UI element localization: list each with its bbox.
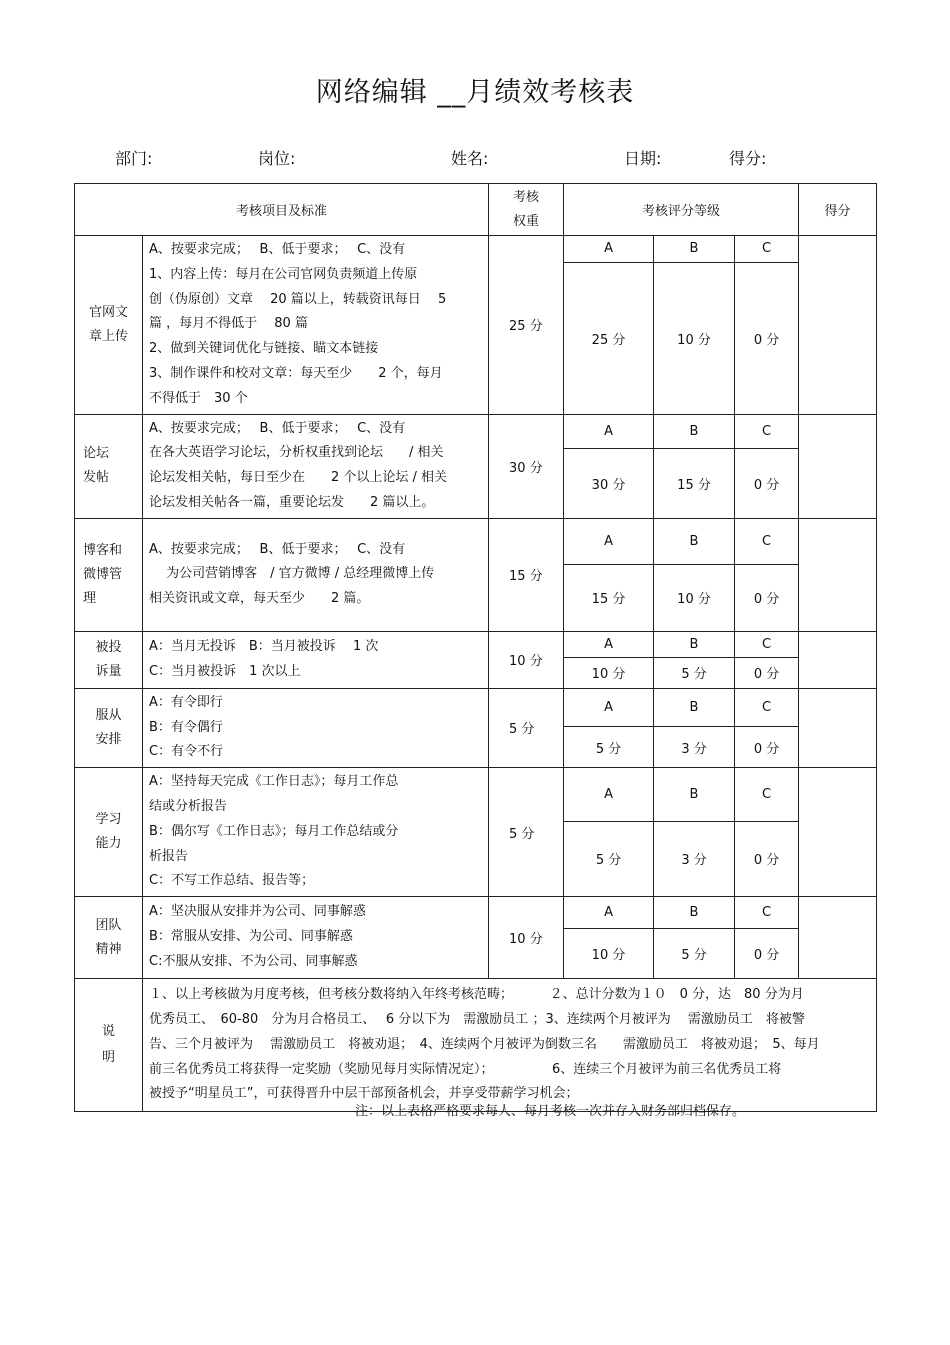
- item-name-line: 微博管: [83, 566, 123, 582]
- footnote: 注：以上表格严格要求每人、每月考核一次并存入财务部归档保存。: [355, 1104, 746, 1119]
- item-name-line: 论坛: [83, 446, 110, 462]
- item-name-line: 被投: [95, 639, 122, 655]
- standard-line: 2、做到关键词优化与链接、瞄文本链接: [149, 341, 379, 357]
- item-name-line: 服从: [95, 707, 122, 723]
- grade-label-a: A: [564, 236, 654, 263]
- standard-line: C：不写工作总结、报告等；: [149, 873, 315, 889]
- grade-label-b: B: [654, 768, 735, 822]
- item-name-cell: [75, 414, 143, 518]
- item-name-line: 团队: [95, 917, 122, 933]
- item-name-line: 博客和: [83, 542, 123, 558]
- notes-line: 被授予“明星员工”，可获得晋升中层干部预备机会，并享受带薪学习机会；: [149, 1086, 579, 1102]
- header-fields: [0, 146, 950, 170]
- standard-line: 结或分析报告: [149, 798, 228, 814]
- grade-value-b: 10 分: [654, 262, 735, 414]
- header-score: 得分: [799, 184, 877, 236]
- notes-line: １、以上考核做为月度考核，但考核分数将纳入年终考核范畴； ２、总计分数为１０ 0 分，达 80 分为月: [149, 987, 804, 1003]
- weight-cell: 10 分: [489, 897, 564, 979]
- department-label: 部门:: [115, 149, 153, 168]
- standard-line: A、按要求完成； B、低于要求； C、没有: [149, 541, 406, 557]
- grade-value-c: 0 分: [735, 657, 799, 688]
- grade-label-c: C: [735, 897, 799, 929]
- notes-line: 告、三个月被评为 需激励员工 将被劝退； 4、连续两个月被评为倒数三名 需激励员工 将被劝退； 5、每月: [149, 1036, 820, 1052]
- grade-label-b: B: [654, 518, 735, 564]
- grade-label-a: A: [564, 414, 654, 448]
- score-cell[interactable]: [799, 768, 877, 897]
- item-standard-cell: [143, 631, 489, 688]
- standard-line: A：坚持每天完成《工作日志》；每月工作总: [149, 774, 399, 790]
- table-row: [75, 236, 877, 263]
- weight-cell: 25 分: [489, 236, 564, 415]
- grade-value-c: 0 分: [735, 262, 799, 414]
- table-row: [75, 897, 877, 929]
- header-weight: [489, 184, 564, 236]
- standard-line: C：当月被投诉 1 次以上: [149, 663, 301, 679]
- grade-value-c: 0 分: [735, 564, 799, 631]
- grade-value-b: 5 分: [654, 929, 735, 979]
- assessment-table: [74, 183, 877, 1112]
- item-standard-cell: [143, 236, 489, 415]
- weight-cell: 5 分: [489, 768, 564, 897]
- item-name-line: 理: [83, 590, 97, 606]
- table-header-row: [75, 184, 877, 236]
- grade-label-a: A: [564, 631, 654, 657]
- table-row: [75, 768, 877, 822]
- item-name-line: 诉量: [95, 663, 122, 679]
- grade-value-b: 15 分: [654, 448, 735, 518]
- item-name-line: 学习: [95, 812, 122, 828]
- standard-line: 创（伪原创）文章 20 篇以上，转载资讯每日 5: [149, 291, 447, 307]
- grade-label-c: C: [735, 631, 799, 657]
- grade-label-c: C: [735, 414, 799, 448]
- grade-label-b: B: [654, 414, 735, 448]
- grade-value-a: 10 分: [564, 657, 654, 688]
- header-grade: 考核评分等级: [564, 184, 799, 236]
- item-standard-cell: [143, 518, 489, 631]
- page-title: 网络编辑 __月绩效考核表: [315, 77, 635, 108]
- grade-label-a: A: [564, 768, 654, 822]
- grade-value-b: 10 分: [654, 564, 735, 631]
- item-standard-cell: [143, 414, 489, 518]
- weight-cell: 10 分: [489, 631, 564, 688]
- standard-line: B：有令偶行: [149, 719, 223, 735]
- standard-line: 1、内容上传：每月在公司官网负责频道上传原: [149, 266, 418, 282]
- notes-label-line: 明: [101, 1050, 115, 1066]
- standard-line: 3、制作课件和校对文章：每天至少 2 个，每月: [149, 365, 443, 381]
- table-row: [75, 688, 877, 727]
- standard-line: C:不服从安排、不为公司、同事解惑: [149, 954, 358, 970]
- standard-line: C：有令不行: [149, 744, 224, 760]
- weight-cell: 15 分: [489, 518, 564, 631]
- score-label: 得分:: [729, 149, 767, 168]
- grade-label-b: B: [654, 897, 735, 929]
- score-cell[interactable]: [799, 688, 877, 767]
- standard-line: A、按要求完成； B、低于要求； C、没有: [149, 420, 406, 436]
- position-label: 岗位:: [258, 149, 296, 168]
- grade-value-b: 3 分: [654, 727, 735, 768]
- header-weight-line1: 考核: [513, 189, 540, 205]
- grade-label-b: B: [654, 631, 735, 657]
- item-name-cell: [75, 768, 143, 897]
- table-row: [75, 518, 877, 564]
- grade-value-a: 5 分: [564, 821, 654, 896]
- notes-label: [75, 979, 143, 1112]
- grade-label-a: A: [564, 688, 654, 727]
- grade-value-b: 5 分: [654, 657, 735, 688]
- item-name-cell: [75, 688, 143, 767]
- item-name-line: 官网文: [88, 304, 128, 320]
- item-name-cell: [75, 631, 143, 688]
- grade-value-b: 3 分: [654, 821, 735, 896]
- score-cell[interactable]: [799, 518, 877, 631]
- grade-label-a: A: [564, 518, 654, 564]
- notes-line: 前三名优秀员工将获得一定奖励（奖励见每月实际情况定）； 6、连续三个月被评为前三名优秀员工将: [149, 1061, 782, 1077]
- standard-line: 论坛发相关帖各一篇，重要论坛发 2 篇以上。: [149, 494, 435, 510]
- notes-row: [75, 979, 877, 1112]
- score-cell[interactable]: [799, 631, 877, 688]
- grade-value-c: 0 分: [735, 929, 799, 979]
- grade-value-a: 5 分: [564, 727, 654, 768]
- item-standard-cell: [143, 768, 489, 897]
- item-name-line: 发帖: [83, 470, 110, 486]
- standard-line: A：坚决服从安排并为公司、同事解惑: [149, 904, 366, 920]
- name-label: 姓名:: [451, 149, 489, 168]
- standard-line: A、按要求完成； B、低于要求； C、没有: [149, 242, 406, 257]
- standard-line: 在各大英语学习论坛，分析权重找到论坛 / 相关: [149, 445, 444, 461]
- item-name-line: 能力: [95, 836, 122, 852]
- standard-line: 不得低于 30 个: [149, 390, 248, 406]
- item-standard-cell: [143, 688, 489, 767]
- grade-label-b: B: [654, 236, 735, 263]
- grade-label-a: A: [564, 897, 654, 929]
- grade-label-c: C: [735, 768, 799, 822]
- notes-label-line: 说: [101, 1024, 115, 1040]
- table-row: [75, 631, 877, 657]
- grade-value-c: 0 分: [735, 448, 799, 518]
- table-row: [75, 414, 877, 448]
- weight-cell: 5 分: [489, 688, 564, 767]
- standard-line: 析报告: [149, 848, 189, 864]
- grade-value-a: 10 分: [564, 929, 654, 979]
- score-cell[interactable]: [799, 414, 877, 518]
- score-cell[interactable]: [799, 897, 877, 979]
- standard-line: 论坛发相关帖，每日至少在 2 个以上论坛 / 相关: [149, 470, 448, 486]
- item-name-cell: [75, 897, 143, 979]
- grade-label-b: B: [654, 688, 735, 727]
- weight-cell: 30 分: [489, 414, 564, 518]
- standard-line: B：偶尔写《工作日志》；每月工作总结或分: [149, 823, 399, 839]
- header-weight-line2: 权重: [513, 213, 540, 229]
- standard-line: A：当月无投诉 B：当月被投诉 1 次: [149, 638, 379, 654]
- header-items: 考核项目及标准: [75, 184, 489, 236]
- standard-line: 篇 ，每月不得低于 80 篇: [149, 316, 308, 332]
- item-name-line: 安排: [95, 731, 122, 747]
- standard-line: 为公司营销博客 / 官方微博 / 总经理微博上传: [149, 566, 435, 582]
- grade-value-c: 0 分: [735, 727, 799, 768]
- score-cell[interactable]: [799, 236, 877, 415]
- notes-text: [143, 979, 877, 1112]
- item-name-line: 章上传: [88, 328, 128, 344]
- standard-line: A：有令即行: [149, 694, 223, 710]
- grade-value-c: 0 分: [735, 821, 799, 896]
- grade-value-a: 15 分: [564, 564, 654, 631]
- item-name-line: 精神: [95, 941, 122, 957]
- item-standard-cell: [143, 897, 489, 979]
- grade-value-a: 30 分: [564, 448, 654, 518]
- grade-label-c: C: [735, 236, 799, 263]
- notes-line: 优秀员工、 60-80 分为月合格员工、 6 分以下为 需激励员工 ；3、连续两个月被评为 需激励员工 将被警: [149, 1011, 805, 1027]
- item-name-cell: [75, 236, 143, 415]
- date-label: 日期:: [624, 149, 662, 168]
- standard-line: 相关资讯或文章，每天至少 2 篇。: [149, 591, 370, 607]
- grade-value-a: 25 分: [564, 262, 654, 414]
- item-name-cell: [75, 518, 143, 631]
- grade-label-c: C: [735, 518, 799, 564]
- standard-line: B：常服从安排、为公司、同事解惑: [149, 929, 353, 945]
- grade-label-c: C: [735, 688, 799, 727]
